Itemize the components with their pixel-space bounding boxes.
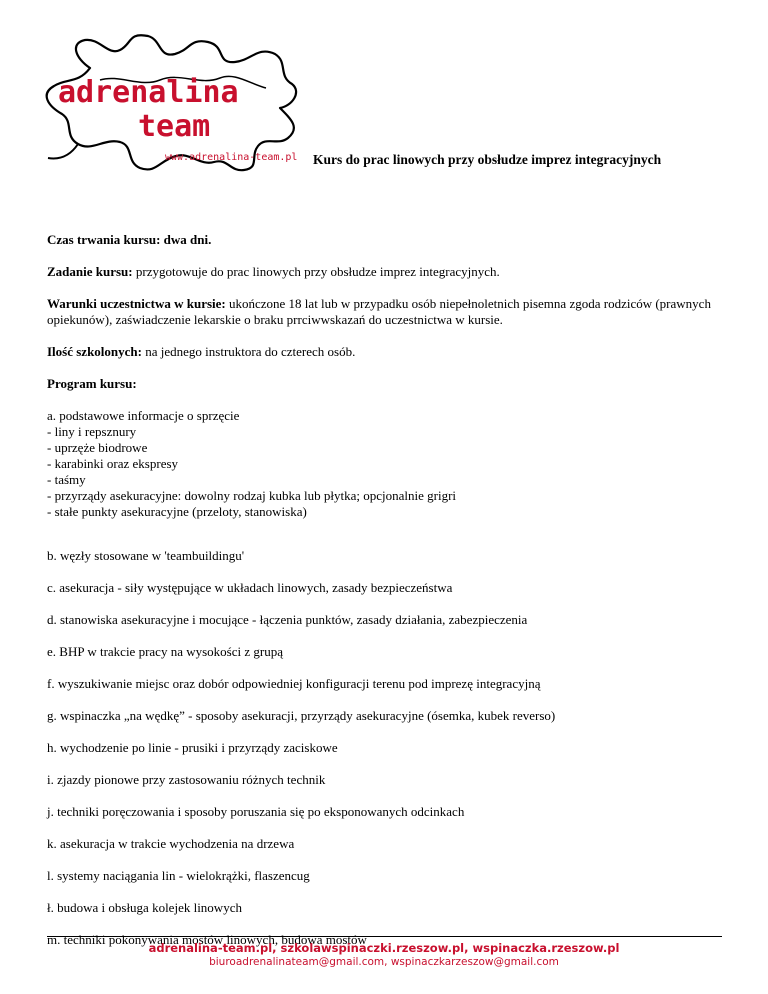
program-item: m. techniki pokonywania mostów linowych, budowa mostów xyxy=(47,932,367,947)
course-participants-text: na jednego instruktora do czterech osób. xyxy=(141,344,356,359)
program-heading: Program kursu: xyxy=(47,376,137,391)
equipment-item: - karabinki oraz ekspresy xyxy=(47,456,179,471)
equipment-item: - uprzęże biodrowe xyxy=(47,440,148,455)
equipment-item: - taśmy xyxy=(47,472,86,487)
program-item: e. BHP w trakcie pracy na wysokości z grupą xyxy=(47,644,283,659)
program-item: i. zjazdy pionowe przy zastosowaniu różnych technik xyxy=(47,772,326,787)
logo-url: www.adrenalina-team.pl xyxy=(165,152,298,163)
equipment-item: - przyrządy asekuracyjne: dowolny rodzaj kubka lub płytka; opcjonalnie grigri xyxy=(47,488,457,503)
footer-emails: biuroadrenalinateam@gmail.com, wspinaczkarzeszow@gmail.com xyxy=(209,956,559,968)
program-item: f. wyszukiwanie miejsc oraz dobór odpowiedniej konfiguracji terenu pod imprezę integracyjną xyxy=(47,676,541,691)
program-item: ł. budowa i obsługa kolejek linowych xyxy=(47,900,242,915)
footer-divider xyxy=(47,936,722,937)
program-item: d. stanowiska asekuracyjne i mocujące - łączenia punktów, zasady działania, zabezpieczenia xyxy=(47,612,528,627)
document-body xyxy=(47,232,727,948)
course-participants xyxy=(47,344,727,360)
program-item: b. węzły stosowane w 'teambuildingu' xyxy=(47,548,245,563)
program-item: l. systemy naciągania lin - wielokrążki, flaszencug xyxy=(47,868,310,883)
logo-leaf-stem xyxy=(48,144,78,158)
course-conditions-text: ukończone 18 lat lub w przypadku osób niepełnoletnich pisemna zgoda rodziców (prawnych opiekunów), zaświadczenie lekarskie o braku prrciwwskazań do uczestnictwa w kursie. xyxy=(47,296,711,327)
program-item: k. asekuracja w trakcie wychodzenia na drzewa xyxy=(47,836,295,851)
course-task-text: przygotowuje do prac linowych przy obsłudze imprez integracyjnych. xyxy=(132,264,500,279)
program-item: c. asekuracja - siły występujące w układach linowych, zasady bezpieczeństwa xyxy=(47,580,453,595)
page-title: Kurs do prac linowych przy obsłudze imprez integracyjnych xyxy=(313,152,662,167)
equipment-item: - stałe punkty asekuracyjne (przeloty, stanowiska) xyxy=(47,504,307,519)
footer-websites: adrenalina-team.pl, szkolawspinaczki.rzeszow.pl, wspinaczka.rzeszow.pl xyxy=(148,941,620,955)
program-item-a: a. podstawowe informacje o sprzęcie xyxy=(47,408,240,423)
program-item: h. wychodzenie po linie - prusiki i przyrządy zaciskowe xyxy=(47,740,338,755)
program-item: j. techniki poręczowania i sposoby poruszania się po eksponowanych odcinkach xyxy=(47,804,465,819)
course-participants-label: Ilość szkolonych: xyxy=(47,344,142,359)
course-conditions xyxy=(47,296,727,328)
course-task-label: Zadanie kursu: xyxy=(47,264,133,279)
equipment-item: - liny i repsznury xyxy=(47,424,137,439)
course-duration: Czas trwania kursu: dwa dni. xyxy=(47,232,212,247)
course-conditions-label: Warunki uczestnictwa w kursie: xyxy=(47,296,226,311)
logo-word-team: team xyxy=(138,109,211,144)
course-task xyxy=(47,264,727,280)
program-item: g. wspinaczka „na wędkę” - sposoby asekuracji, przyrządy asekuracyjne (ósemka, kubek reverso) xyxy=(47,708,556,723)
logo-word-adrenalina: adrenalina xyxy=(58,75,239,110)
